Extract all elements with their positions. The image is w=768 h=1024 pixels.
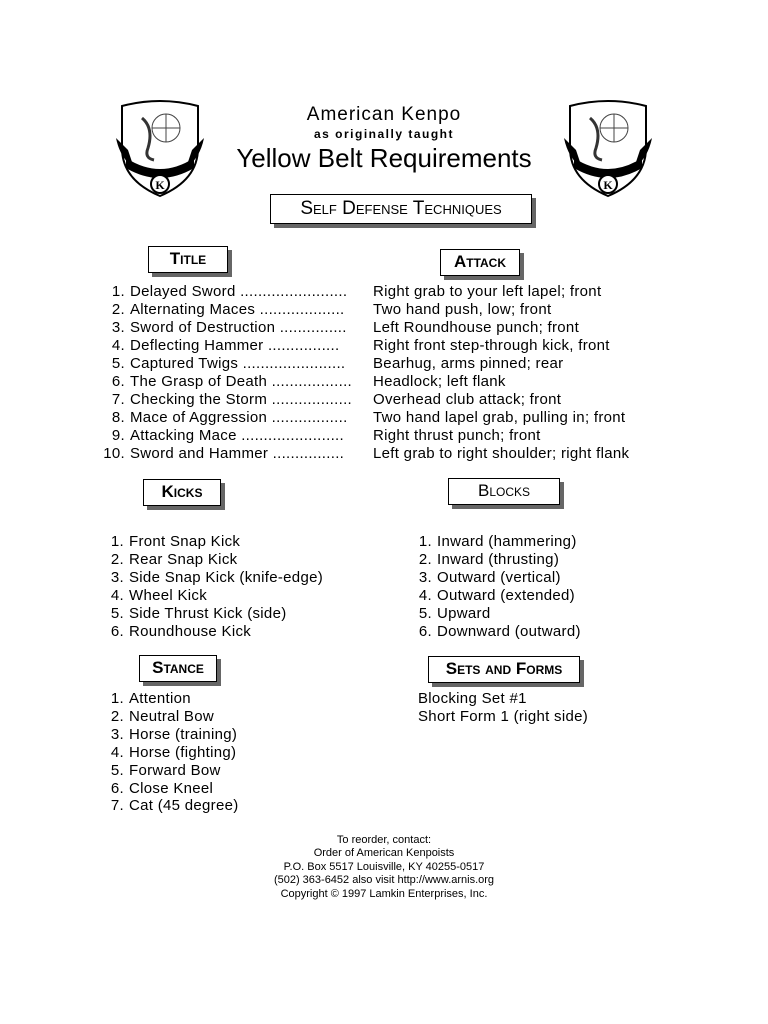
stance-item (99, 744, 236, 762)
blocks-item-number: 4. (418, 586, 432, 604)
stance-item-label: Horse (training) (129, 725, 238, 743)
school-subtitle: as originally taught (313, 127, 454, 141)
sets-forms-item: Blocking Set #1 (418, 690, 527, 707)
technique-leader-dots: .................. (271, 391, 353, 408)
technique-attack: Left Roundhouse punch; front (373, 319, 580, 336)
blocks-item (407, 623, 581, 641)
stance-item-number: 1. (110, 690, 124, 707)
blocks-heading: Blocks (448, 478, 560, 505)
technique-number: 1. (111, 283, 125, 300)
footer-line: To reorder, contact: (336, 834, 432, 846)
technique-number: 8. (111, 409, 125, 426)
technique-title-row (100, 409, 348, 427)
kicks-item-label: Front Snap Kick (129, 533, 241, 550)
sets-forms-heading: Sets and Forms (428, 656, 580, 683)
title-column-heading: Title (148, 246, 228, 273)
page-title: Yellow Belt Requirements (236, 143, 532, 173)
technique-leader-dots: ....................... (242, 355, 346, 372)
technique-attack: Bearhug, arms pinned; rear (373, 355, 564, 372)
technique-title: Alternating Maces (130, 301, 256, 318)
blocks-item (407, 551, 559, 569)
technique-title-row (100, 391, 352, 409)
technique-title: Checking the Storm (130, 391, 268, 408)
kicks-item-number: 5. (110, 604, 124, 622)
stance-item-number: 2. (110, 707, 124, 725)
footer-line: (502) 363-6452 also visit http://www.arnis.org (273, 874, 495, 887)
blocks-item (407, 605, 491, 623)
technique-attack: Right grab to your left lapel; front (373, 283, 602, 300)
stance-item-label: Forward Bow (129, 761, 221, 779)
blocks-item-label: Outward (extended) (437, 586, 575, 604)
technique-leader-dots: ................. (271, 409, 348, 426)
technique-number: 3. (111, 319, 125, 336)
technique-title-row (100, 355, 345, 373)
technique-leader-dots: .................. (271, 373, 353, 390)
technique-title: Sword and Hammer (130, 445, 269, 462)
stance-item (99, 690, 191, 708)
technique-leader-dots: ............... (279, 319, 347, 336)
technique-attack: Headlock; left flank (373, 373, 506, 390)
blocks-item-label: Inward (hammering) (437, 533, 577, 550)
technique-attack: Right front step-through kick, front (373, 337, 610, 354)
blocks-item-label: Outward (vertical) (437, 568, 561, 586)
stance-item-label: Close Kneel (129, 779, 214, 797)
kicks-item-label: Wheel Kick (129, 586, 208, 604)
technique-number: 2. (111, 301, 125, 318)
stance-item-number: 3. (110, 725, 124, 743)
technique-title-row (100, 445, 344, 463)
blocks-item-label: Downward (outward) (437, 622, 581, 640)
technique-title-row (100, 427, 344, 445)
attack-column-heading: Attack (440, 249, 520, 276)
stance-item-number: 7. (110, 797, 124, 815)
kicks-item-label: Roundhouse Kick (129, 622, 252, 640)
technique-attack: Two hand push, low; front (373, 301, 552, 318)
kicks-item-label: Rear Snap Kick (129, 550, 238, 568)
kicks-item-label: Side Thrust Kick (side) (129, 604, 287, 622)
technique-leader-dots: ....................... (241, 427, 344, 444)
reorder-contact-footer (0, 834, 768, 901)
technique-leader-dots: ................ (267, 337, 340, 354)
stance-item-label: Attention (129, 690, 191, 707)
stance-item (99, 762, 221, 780)
stance-item-number: 4. (110, 743, 124, 761)
school-name: American Kenpo (306, 104, 462, 125)
sets-forms-item: Short Form 1 (right side) (418, 708, 589, 725)
technique-leader-dots: ................ (272, 445, 345, 462)
technique-number: 4. (111, 337, 125, 354)
technique-title: Mace of Aggression (130, 409, 268, 426)
footer-line: Copyright © 1997 Lamkin Enterprises, Inc. (280, 887, 488, 900)
blocks-item-number: 1. (418, 533, 432, 550)
technique-number: 5. (111, 355, 125, 372)
technique-attack: Right thrust punch; front (373, 427, 541, 444)
blocks-item (407, 569, 561, 587)
technique-number: 9. (111, 427, 125, 444)
technique-title: Deflecting Hammer (130, 337, 264, 354)
blocks-item-label: Upward (437, 604, 491, 622)
footer-line: Order of American Kenpoists (313, 847, 455, 860)
technique-leader-dots: ........................ (240, 283, 348, 300)
technique-title: Captured Twigs (130, 355, 239, 372)
stance-item-label: Horse (fighting) (129, 743, 237, 761)
stance-item-label: Cat (45 degree) (129, 797, 239, 815)
technique-title-row (100, 301, 345, 319)
self-defense-heading: Self Defense Techniques (270, 194, 532, 224)
kicks-item-label: Side Snap Kick (knife-edge) (129, 568, 324, 586)
technique-attack: Two hand lapel grab, pulling in; front (373, 409, 626, 426)
stance-item (99, 726, 237, 744)
kicks-item-number: 2. (110, 550, 124, 568)
technique-title: Attacking Mace (130, 427, 237, 444)
kicks-item-number: 4. (110, 586, 124, 604)
kicks-item (99, 605, 287, 623)
kicks-item (99, 569, 323, 587)
stance-heading: Stance (139, 655, 217, 682)
kicks-item-number: 6. (110, 622, 124, 640)
technique-title-row (100, 319, 347, 337)
technique-title-row (100, 337, 339, 355)
technique-title: The Grasp of Death (130, 373, 268, 390)
svg-text:K: K (603, 178, 613, 192)
stance-item-number: 5. (110, 761, 124, 779)
kicks-item-number: 3. (110, 568, 124, 586)
blocks-item-number: 6. (418, 622, 432, 640)
technique-attack: Left grab to right shoulder; right flank (373, 445, 630, 462)
blocks-item (407, 533, 577, 551)
kicks-item (99, 533, 240, 551)
technique-leader-dots: ................... (259, 301, 345, 318)
blocks-item (407, 587, 575, 605)
kicks-item (99, 623, 251, 641)
kicks-item (99, 551, 237, 569)
technique-title: Delayed Sword (130, 283, 236, 300)
stance-item (99, 708, 214, 726)
kicks-heading: Kicks (143, 479, 221, 506)
blocks-item-label: Inward (thrusting) (437, 550, 560, 568)
technique-number: 10. (103, 445, 125, 462)
technique-title: Sword of Destruction (130, 319, 276, 336)
technique-title-row (100, 283, 347, 301)
blocks-item-number: 2. (418, 550, 432, 568)
technique-number: 6. (111, 373, 125, 390)
kicks-item-number: 1. (110, 533, 124, 550)
svg-text:K: K (155, 178, 165, 192)
stance-item (99, 797, 239, 815)
blocks-item-number: 3. (418, 568, 432, 586)
stance-item-number: 6. (110, 779, 124, 797)
stance-item-label: Neutral Bow (129, 707, 215, 725)
technique-number: 7. (111, 391, 125, 408)
technique-title-row (100, 373, 352, 391)
blocks-item-number: 5. (418, 604, 432, 622)
kicks-item (99, 587, 207, 605)
footer-line: P.O. Box 5517 Louisville, KY 40255-0517 (283, 860, 485, 873)
technique-attack: Overhead club attack; front (373, 391, 562, 408)
stance-item (99, 780, 213, 798)
